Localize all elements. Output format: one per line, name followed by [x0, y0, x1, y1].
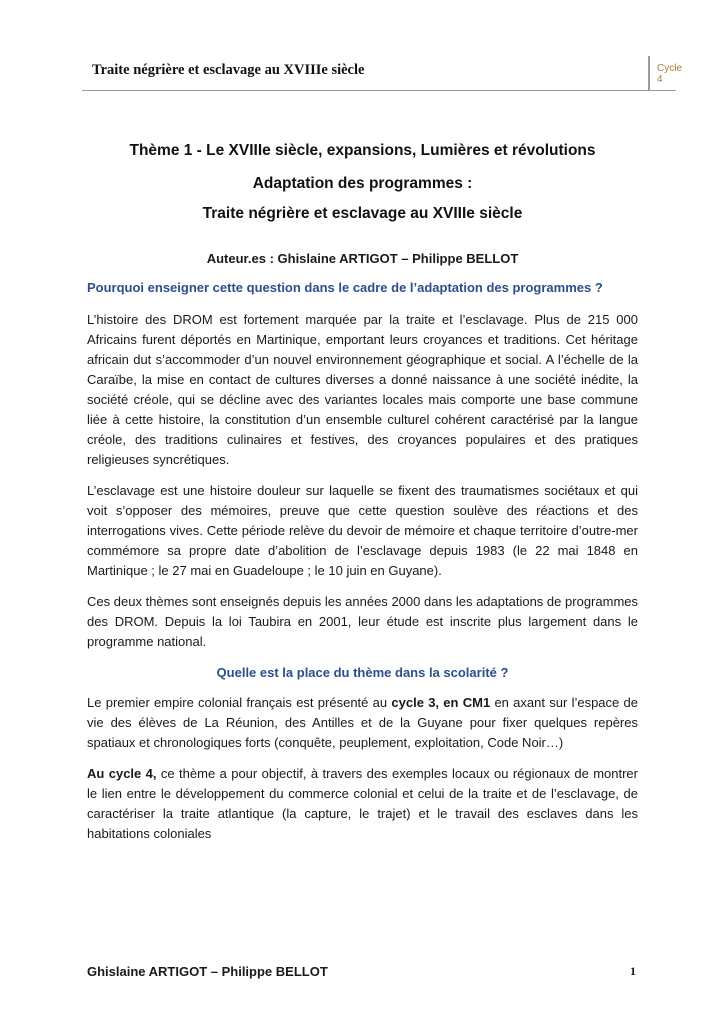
header-cycle-label: Cycle 4	[657, 63, 683, 85]
footer-page-number: 1	[630, 964, 636, 978]
section-heading-why: Pourquoi enseigner cette question dans le cadre de l’adaptation des programmes ?	[87, 280, 603, 295]
section-heading-place: Quelle est la place du thème dans la scolarité ?	[216, 665, 509, 680]
paragraph-programs: Ces deux thèmes sont enseignés depuis les années 2000 dans les adaptations de programmes des DROM. Depuis la loi Taubira en 2001, leur étude est inscrite plus largement dans le programme national.	[87, 594, 638, 649]
footer-authors: Ghislaine ARTIGOT – Philippe BELLOT	[87, 964, 328, 979]
theme-title: Thème 1 - Le XVIIIe siècle, expansions, Lumières et révolutions	[129, 142, 596, 159]
page-header	[82, 52, 683, 91]
paragraph-cycle4	[87, 764, 638, 844]
cycle4-text-after: ce thème a pour objectif, à travers des exemples locaux ou régionaux de montrer le lien entre le développement du commerce colonial et celui de la traite et de l’esclavage, de caractériser la traite atlantique (la capture, le trajet) et le travail des esclaves dans les habitations coloniales	[87, 766, 638, 841]
paragraph-history: L’histoire des DROM est fortement marquée par la traite et l’esclavage. Plus de 215 000 Africains furent déportés en Martinique, emportant leurs croyances et traditions. Cet héritage africain dut s’accommoder d’un nouvel environnement géographique et social. A l’échelle de la Caraïbe, la mise en contact de cultures diverses a donné naissance à une société inédite, la société créole, qui se décline avec des variantes locales mais comporte une base commune liée à cette histoire, la constitution d’un ensemble culturel cohérent caractérisé par la langue créole, des traditions culinaires et festives, des croyances populaires et des pratiques religieuses syncrétiques.	[87, 312, 638, 467]
adaptation-title: Adaptation des programmes :	[252, 175, 473, 192]
cycle3-bold: cycle 3, en CM1	[391, 695, 491, 710]
subject-title: Traite négrière et esclavage au XVIIIe siècle	[202, 205, 523, 222]
document-body	[87, 142, 638, 855]
header-divider	[648, 56, 650, 90]
paragraph-memory: L’esclavage est une histoire douleur sur laquelle se fixent des traumatismes sociétaux et qui voit s’opposer des mémoires, preuve que cette question soulève des réactions et des interrogations vives. Cette période relève du devoir de mémoire et chaque territoire d’outre-mer commémore sa propre date d’abolition de l’esclavage depuis 1983 (le 22 mai 1848 en Martinique ; le 27 mai en Guadeloupe ; le 10 juin en Guyane).	[87, 483, 638, 578]
cycle3-text-before: Le premier empire colonial français est présenté au	[87, 695, 392, 710]
authors-line: Auteur.es : Ghislaine ARTIGOT – Philippe BELLOT	[206, 251, 519, 266]
cycle4-bold: Au cycle 4,	[87, 766, 157, 781]
cycle3-text-after: en axant sur l’espace de vie des élèves de La Réunion, des Antilles et de la Guyane pour fixer quelques repères spatiaux et chronologiques forts (conquête, peuplement, exploitation, Code Noir…)	[87, 695, 638, 750]
header-title: Traite négrière et esclavage au XVIIIe siècle	[92, 62, 365, 78]
paragraph-cycle3	[87, 693, 638, 753]
